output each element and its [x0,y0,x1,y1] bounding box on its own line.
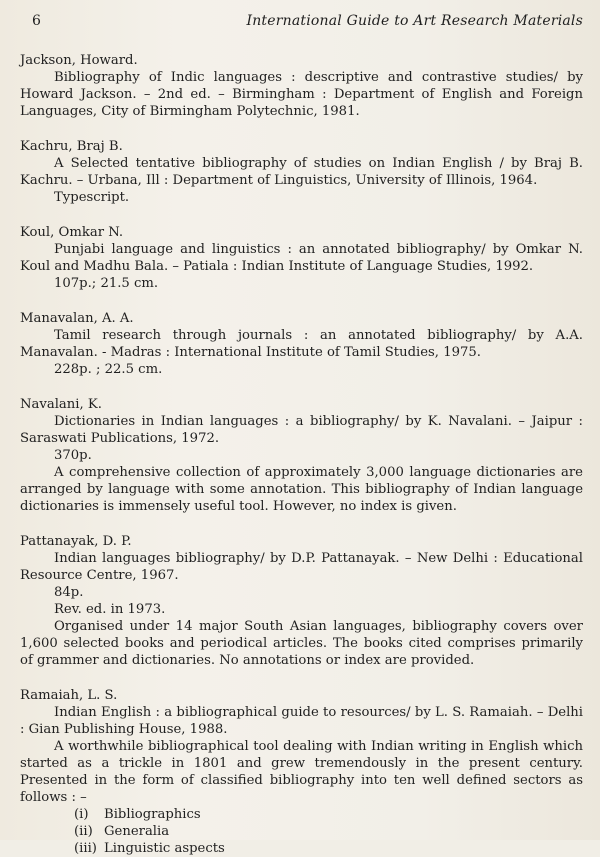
list-item-text: Generalia [104,824,170,839]
entry-collation: 84p. [54,585,84,600]
entry-author: Pattanayak, D. P. [20,534,132,549]
entry-author: Kachru, Braj B. [20,139,123,154]
entry-citation: Tamil research through journals : an annotated bibliography/ by A.A. Manavalan. - Madras : International Institute of Tamil Studies, 1975. [20,328,583,360]
bibliography-entry-koul [20,224,583,292]
entry-citation: Punjabi language and linguistics : an annotated bibliography/ by Omkar N. Koul and Madhu Bala. – Patiala : Indian Institute of Language Studies, 1992. [20,242,583,274]
list-marker: (iii) [74,841,97,856]
page-number: 6 [32,13,41,29]
page-header [20,12,583,30]
entry-edition-note: Rev. ed. in 1973. [54,602,166,617]
entry-author: Koul, Omkar N. [20,225,124,240]
entry-citation: Indian English : a bibliographical guide to resources/ by L. S. Ramaiah. – Delhi : Gian Publishing House, 1988. [20,705,583,737]
bibliography-entry-manavalan [20,310,583,378]
bibliography-entry-navalani [20,396,583,515]
entry-citation: Bibliography of Indic languages : descriptive and contrastive studies/ by Howard Jackson. – 2nd ed. – Birmingham : Department of English and Foreign Languages, City of Birmingham Polytechnic, 1981. [20,70,583,119]
entry-collation: 370p. [54,448,92,463]
entry-annotation: A comprehensive collection of approximately 3,000 language dictionaries are arranged by language with some annotation. This bibliography of Indian language dictionaries is immensely useful tool. However, no index is given. [20,465,583,514]
entry-collation: 228p. ; 22.5 cm. [54,362,163,377]
entry-annotation: A worthwhile bibliographical tool dealing with Indian writing in English which started as a trickle in 1801 and grew tremendously in the present century. Presented in the form of classified bibliography into ten well defined sectors as follows : – [20,739,583,805]
list-item [74,806,583,823]
entry-citation: Indian languages bibliography/ by D.P. Pattanayak. – New Delhi : Educational Resource Centre, 1967. [20,551,583,583]
bibliography-entry-pattanayak [20,533,583,669]
entry-collation: 107p.; 21.5 cm. [54,276,159,291]
sector-list [20,806,583,857]
list-item-text: Bibliographics [104,807,201,822]
entry-note: Typescript. [54,190,130,205]
entry-author: Ramaiah, L. S. [20,688,118,703]
bibliography-entry-ramaiah [20,687,583,857]
list-marker: (i) [74,807,89,822]
list-item [74,840,583,857]
entry-annotation: Organised under 14 major South Asian languages, bibliography covers over 1,600 selected books and periodical articles. The books cited comprises primarily of grammer and dictionaries. No annotations or index are provided. [20,619,583,668]
list-item [74,823,583,840]
entry-citation: A Selected tentative bibliography of studies on Indian English / by Braj B. Kachru. – Urbana, Ill : Department of Linguistics, University of Illinois, 1964. [20,156,583,188]
list-marker: (ii) [74,824,93,839]
bibliography-entry-jackson [20,52,583,120]
entry-citation: Dictionaries in Indian languages : a bibliography/ by K. Navalani. – Jaipur : Saraswati Publications, 1972. [20,414,583,446]
entry-author: Manavalan, A. A. [20,311,134,326]
bibliography-entry-kachru [20,138,583,206]
running-title: International Guide to Art Research Materials [246,13,583,29]
entry-author: Jackson, Howard. [20,53,138,68]
list-item-text: Linguistic aspects [104,841,225,856]
entry-author: Navalani, K. [20,397,102,412]
